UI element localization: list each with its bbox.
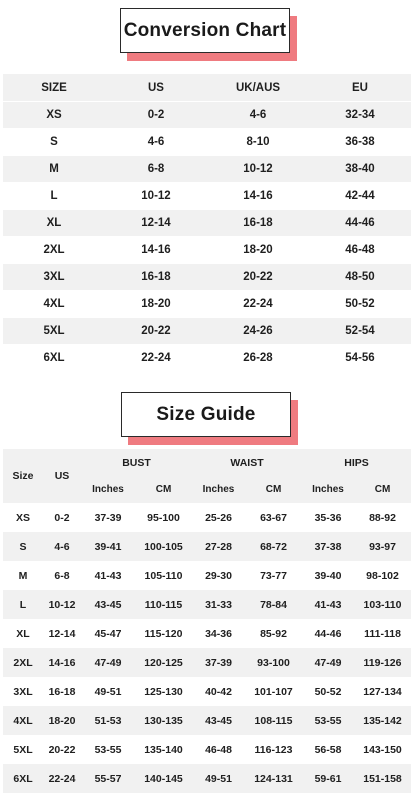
table-row bbox=[3, 102, 411, 129]
table-cell: 37-38 bbox=[302, 532, 354, 561]
table-cell: 6-8 bbox=[105, 156, 207, 183]
waist-group-header: WAIST bbox=[192, 449, 302, 476]
unit-header: Inches bbox=[81, 476, 135, 503]
table-cell: 45-47 bbox=[81, 619, 135, 648]
table-cell: 43-45 bbox=[192, 706, 245, 735]
table-row bbox=[3, 210, 411, 237]
table-cell: 41-43 bbox=[302, 590, 354, 619]
size-guide-table bbox=[3, 449, 411, 793]
bust-group-header: BUST bbox=[81, 449, 192, 476]
table-cell: 50-52 bbox=[309, 291, 411, 318]
table-cell: 0-2 bbox=[105, 102, 207, 129]
table-cell: 29-30 bbox=[192, 561, 245, 590]
table-cell: 59-61 bbox=[302, 764, 354, 793]
unit-header: CM bbox=[135, 476, 192, 503]
size-label-cell: 3XL bbox=[3, 264, 105, 291]
table-cell: 16-18 bbox=[43, 677, 81, 706]
table-cell: 20-22 bbox=[43, 735, 81, 764]
table-cell: 63-67 bbox=[245, 503, 302, 532]
table-row bbox=[3, 318, 411, 345]
table-cell: 16-18 bbox=[207, 210, 309, 237]
table-cell: 8-10 bbox=[207, 129, 309, 156]
table-cell: 73-77 bbox=[245, 561, 302, 590]
header-cell: UK/AUS bbox=[207, 74, 309, 102]
table-cell: 4-6 bbox=[43, 532, 81, 561]
table-row bbox=[3, 237, 411, 264]
table-cell: 27-28 bbox=[192, 532, 245, 561]
size-label-cell: XS bbox=[3, 102, 105, 129]
table-cell: 18-20 bbox=[105, 291, 207, 318]
conversion-header-row bbox=[3, 74, 411, 102]
table-row bbox=[3, 648, 411, 677]
table-cell: 43-45 bbox=[81, 590, 135, 619]
size-label-cell: 5XL bbox=[3, 318, 105, 345]
table-cell: 46-48 bbox=[309, 237, 411, 264]
table-cell: 53-55 bbox=[302, 706, 354, 735]
table-cell: 151-158 bbox=[354, 764, 411, 793]
table-cell: 50-52 bbox=[302, 677, 354, 706]
size-label-cell: M bbox=[3, 561, 43, 590]
table-cell: 31-33 bbox=[192, 590, 245, 619]
table-row bbox=[3, 561, 411, 590]
table-cell: 47-49 bbox=[81, 648, 135, 677]
table-cell: 16-18 bbox=[105, 264, 207, 291]
table-cell: 93-97 bbox=[354, 532, 411, 561]
table-row bbox=[3, 619, 411, 648]
table-cell: 78-84 bbox=[245, 590, 302, 619]
table-cell: 44-46 bbox=[302, 619, 354, 648]
table-cell: 35-36 bbox=[302, 503, 354, 532]
table-cell: 12-14 bbox=[43, 619, 81, 648]
conversion-chart-title: Conversion Chart bbox=[120, 8, 290, 53]
size-guide-title-block bbox=[121, 392, 291, 437]
table-cell: 98-102 bbox=[354, 561, 411, 590]
table-cell: 37-39 bbox=[81, 503, 135, 532]
table-cell: 25-26 bbox=[192, 503, 245, 532]
size-label-cell: S bbox=[3, 532, 43, 561]
table-cell: 4-6 bbox=[105, 129, 207, 156]
table-cell: 54-56 bbox=[309, 345, 411, 372]
table-cell: 127-134 bbox=[354, 677, 411, 706]
size-label-cell: 3XL bbox=[3, 677, 43, 706]
size-label-cell: L bbox=[3, 183, 105, 210]
table-cell: 143-150 bbox=[354, 735, 411, 764]
table-cell: 14-16 bbox=[43, 648, 81, 677]
table-row bbox=[3, 156, 411, 183]
table-cell: 20-22 bbox=[105, 318, 207, 345]
table-row bbox=[3, 532, 411, 561]
table-cell: 22-24 bbox=[105, 345, 207, 372]
size-guide-table-body bbox=[3, 503, 411, 793]
table-cell: 111-118 bbox=[354, 619, 411, 648]
unit-header: CM bbox=[354, 476, 411, 503]
table-cell: 124-131 bbox=[245, 764, 302, 793]
table-cell: 22-24 bbox=[43, 764, 81, 793]
size-label-cell: 2XL bbox=[3, 237, 105, 264]
table-cell: 120-125 bbox=[135, 648, 192, 677]
table-cell: 125-130 bbox=[135, 677, 192, 706]
table-cell: 119-126 bbox=[354, 648, 411, 677]
table-cell: 14-16 bbox=[207, 183, 309, 210]
size-label-cell: XL bbox=[3, 619, 43, 648]
table-cell: 34-36 bbox=[192, 619, 245, 648]
table-cell: 38-40 bbox=[309, 156, 411, 183]
table-cell: 10-12 bbox=[43, 590, 81, 619]
table-cell: 55-57 bbox=[81, 764, 135, 793]
table-cell: 0-2 bbox=[43, 503, 81, 532]
header-cell: US bbox=[105, 74, 207, 102]
header-cell: SIZE bbox=[3, 74, 105, 102]
table-cell: 40-42 bbox=[192, 677, 245, 706]
table-row bbox=[3, 264, 411, 291]
size-label-cell: 5XL bbox=[3, 735, 43, 764]
table-cell: 44-46 bbox=[309, 210, 411, 237]
size-label-cell: 4XL bbox=[3, 291, 105, 318]
size-label-cell: M bbox=[3, 156, 105, 183]
table-cell: 20-22 bbox=[207, 264, 309, 291]
table-cell: 49-51 bbox=[192, 764, 245, 793]
table-cell: 39-40 bbox=[302, 561, 354, 590]
table-cell: 36-38 bbox=[309, 129, 411, 156]
table-cell: 53-55 bbox=[81, 735, 135, 764]
size-label-cell: 2XL bbox=[3, 648, 43, 677]
table-cell: 49-51 bbox=[81, 677, 135, 706]
unit-header: Inches bbox=[302, 476, 354, 503]
size-label-cell: S bbox=[3, 129, 105, 156]
unit-header: Inches bbox=[192, 476, 245, 503]
table-cell: 32-34 bbox=[309, 102, 411, 129]
size-label-cell: XL bbox=[3, 210, 105, 237]
size-label-cell: 6XL bbox=[3, 764, 43, 793]
us-column-header: US bbox=[43, 449, 81, 503]
table-cell: 140-145 bbox=[135, 764, 192, 793]
hips-group-header: HIPS bbox=[302, 449, 411, 476]
table-row bbox=[3, 503, 411, 532]
table-cell: 110-115 bbox=[135, 590, 192, 619]
size-guide-title: Size Guide bbox=[121, 392, 291, 437]
table-row bbox=[3, 735, 411, 764]
table-cell: 37-39 bbox=[192, 648, 245, 677]
size-label-cell: 6XL bbox=[3, 345, 105, 372]
table-cell: 85-92 bbox=[245, 619, 302, 648]
table-cell: 18-20 bbox=[207, 237, 309, 264]
table-cell: 6-8 bbox=[43, 561, 81, 590]
table-cell: 115-120 bbox=[135, 619, 192, 648]
table-cell: 42-44 bbox=[309, 183, 411, 210]
conversion-chart-title-block bbox=[120, 8, 290, 53]
table-cell: 26-28 bbox=[207, 345, 309, 372]
table-cell: 14-16 bbox=[105, 237, 207, 264]
table-cell: 130-135 bbox=[135, 706, 192, 735]
table-cell: 108-115 bbox=[245, 706, 302, 735]
table-cell: 39-41 bbox=[81, 532, 135, 561]
size-label-cell: XS bbox=[3, 503, 43, 532]
table-cell: 93-100 bbox=[245, 648, 302, 677]
conversion-table bbox=[3, 74, 411, 372]
table-cell: 101-107 bbox=[245, 677, 302, 706]
table-cell: 116-123 bbox=[245, 735, 302, 764]
table-row bbox=[3, 764, 411, 793]
table-cell: 56-58 bbox=[302, 735, 354, 764]
table-cell: 52-54 bbox=[309, 318, 411, 345]
table-cell: 51-53 bbox=[81, 706, 135, 735]
table-cell: 100-105 bbox=[135, 532, 192, 561]
table-cell: 4-6 bbox=[207, 102, 309, 129]
table-cell: 22-24 bbox=[207, 291, 309, 318]
table-cell: 18-20 bbox=[43, 706, 81, 735]
table-cell: 10-12 bbox=[207, 156, 309, 183]
table-cell: 10-12 bbox=[105, 183, 207, 210]
table-cell: 41-43 bbox=[81, 561, 135, 590]
table-cell: 12-14 bbox=[105, 210, 207, 237]
header-cell: EU bbox=[309, 74, 411, 102]
table-cell: 88-92 bbox=[354, 503, 411, 532]
table-cell: 105-110 bbox=[135, 561, 192, 590]
size-label-cell: L bbox=[3, 590, 43, 619]
table-cell: 103-110 bbox=[354, 590, 411, 619]
table-cell: 135-140 bbox=[135, 735, 192, 764]
table-row bbox=[3, 590, 411, 619]
table-cell: 24-26 bbox=[207, 318, 309, 345]
table-cell: 46-48 bbox=[192, 735, 245, 764]
size-label-cell: 4XL bbox=[3, 706, 43, 735]
table-row bbox=[3, 706, 411, 735]
table-cell: 95-100 bbox=[135, 503, 192, 532]
size-column-header: Size bbox=[3, 449, 43, 503]
table-row bbox=[3, 129, 411, 156]
table-row bbox=[3, 291, 411, 318]
table-row bbox=[3, 345, 411, 372]
table-cell: 47-49 bbox=[302, 648, 354, 677]
table-row bbox=[3, 677, 411, 706]
table-cell: 135-142 bbox=[354, 706, 411, 735]
table-row bbox=[3, 183, 411, 210]
table-cell: 48-50 bbox=[309, 264, 411, 291]
size-guide-group-header-row bbox=[3, 449, 411, 476]
conversion-table-body bbox=[3, 102, 411, 372]
unit-header: CM bbox=[245, 476, 302, 503]
table-cell: 68-72 bbox=[245, 532, 302, 561]
